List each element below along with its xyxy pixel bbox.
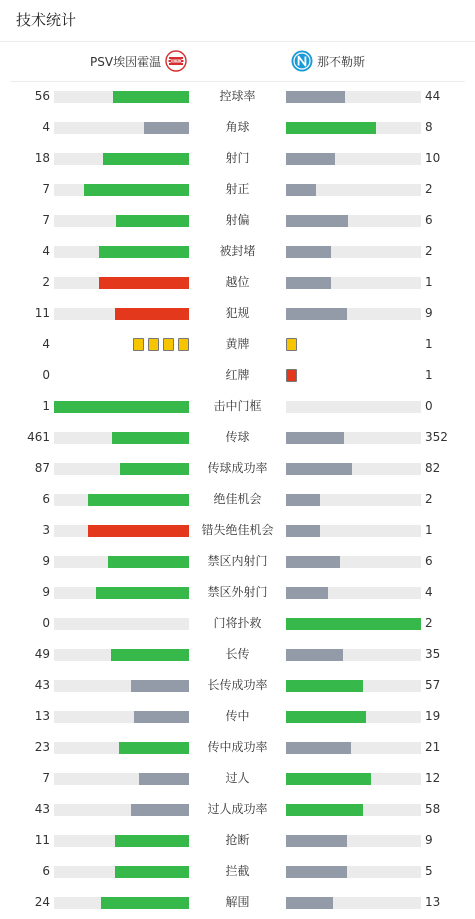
home-value: 13 <box>34 709 50 723</box>
away-bar-fill <box>286 897 333 909</box>
home-value: 7 <box>42 771 50 785</box>
home-bar-track <box>54 401 189 413</box>
home-value: 6 <box>42 864 50 878</box>
stat-label: 黄牌 <box>225 337 250 351</box>
away-bar-track <box>286 277 421 289</box>
stat-row <box>0 887 475 918</box>
stat-row <box>0 856 475 887</box>
yellow-card-icon <box>133 338 144 351</box>
yellow-card-icon <box>286 338 297 351</box>
home-bar-fill <box>101 897 189 909</box>
away-value: 10 <box>425 151 441 165</box>
stat-row <box>0 639 475 670</box>
away-cards <box>286 338 297 351</box>
home-value: 87 <box>34 461 50 475</box>
away-bar-track <box>286 122 421 134</box>
home-bar-fill <box>88 525 189 537</box>
home-bar-track <box>54 649 189 661</box>
away-bar-fill <box>286 153 335 165</box>
away-bar-track <box>286 463 421 475</box>
away-bar-track <box>286 246 421 258</box>
away-bar-fill <box>286 804 363 816</box>
away-value: 8 <box>425 120 433 134</box>
stat-row <box>0 112 475 143</box>
home-value: 4 <box>42 244 50 258</box>
away-bar-track <box>286 153 421 165</box>
home-value: 18 <box>34 151 50 165</box>
away-value: 5 <box>425 864 433 878</box>
away-cards <box>286 369 297 382</box>
away-bar-track <box>286 432 421 444</box>
away-bar-fill <box>286 432 344 444</box>
away-bar-track <box>286 649 421 661</box>
away-bar-fill <box>286 618 421 630</box>
stat-label: 拦截 <box>225 864 250 878</box>
home-value: 2 <box>42 275 50 289</box>
home-bar-fill <box>115 835 189 847</box>
away-bar-track <box>286 401 421 413</box>
stat-row <box>0 701 475 732</box>
stat-label: 击中门框 <box>213 399 262 413</box>
home-bar-fill <box>134 711 189 723</box>
home-value: 49 <box>34 647 50 661</box>
home-value: 43 <box>34 678 50 692</box>
home-bar-track <box>54 184 189 196</box>
stat-label: 控球率 <box>219 89 256 103</box>
away-bar-track <box>286 804 421 816</box>
home-bar-track <box>54 866 189 878</box>
home-value: 4 <box>42 120 50 134</box>
home-bar-fill <box>131 804 189 816</box>
home-bar-track <box>54 587 189 599</box>
stat-label: 射正 <box>225 182 250 196</box>
away-bar-track <box>286 587 421 599</box>
home-value: 1 <box>42 399 50 413</box>
home-value: 461 <box>27 430 50 444</box>
home-bar-track <box>54 215 189 227</box>
away-bar-track <box>286 835 421 847</box>
home-team[interactable] <box>90 41 187 81</box>
home-value: 56 <box>34 89 50 103</box>
stat-row <box>0 608 475 639</box>
away-value: 44 <box>425 89 441 103</box>
away-value: 9 <box>425 833 433 847</box>
away-bar-fill <box>286 866 347 878</box>
away-value: 82 <box>425 461 441 475</box>
home-bar-fill <box>115 308 189 320</box>
red-card-icon <box>286 369 297 382</box>
away-value: 58 <box>425 802 441 816</box>
away-bar-fill <box>286 587 328 599</box>
home-bar-fill <box>139 773 189 785</box>
away-bar-track <box>286 711 421 723</box>
home-value: 6 <box>42 492 50 506</box>
home-bar-track <box>54 153 189 165</box>
home-value: 0 <box>42 368 50 382</box>
away-bar-track <box>286 308 421 320</box>
away-value: 0 <box>425 399 433 413</box>
stat-row <box>0 577 475 608</box>
stat-label: 过人 <box>225 771 250 785</box>
stat-row <box>0 422 475 453</box>
home-bar-track <box>54 277 189 289</box>
away-value: 352 <box>425 430 448 444</box>
stat-label: 射门 <box>225 151 250 165</box>
away-value: 6 <box>425 213 433 227</box>
away-bar-track <box>286 91 421 103</box>
away-value: 6 <box>425 554 433 568</box>
stat-label: 禁区外射门 <box>207 585 268 599</box>
stat-row <box>0 484 475 515</box>
away-bar-track <box>286 215 421 227</box>
home-bar-fill <box>103 153 189 165</box>
stat-row <box>0 453 475 484</box>
away-bar-fill <box>286 525 320 537</box>
home-bar-fill <box>108 556 189 568</box>
stat-row <box>0 670 475 701</box>
stat-label: 传中 <box>225 709 250 723</box>
stat-label: 长传成功率 <box>207 678 268 692</box>
teams-header <box>10 41 465 82</box>
napoli-logo-icon <box>291 50 313 72</box>
home-bar-track <box>54 804 189 816</box>
away-bar-track <box>286 773 421 785</box>
stat-label: 解围 <box>225 895 250 909</box>
stat-label: 绝佳机会 <box>213 492 262 506</box>
stat-row <box>0 329 475 360</box>
home-value: 0 <box>42 616 50 630</box>
home-bar-fill <box>131 680 189 692</box>
away-bar-track <box>286 618 421 630</box>
away-bar-fill <box>286 711 366 723</box>
home-bar-track <box>54 556 189 568</box>
home-bar-fill <box>111 649 189 661</box>
home-bar-fill <box>96 587 189 599</box>
away-bar-track <box>286 556 421 568</box>
home-value: 23 <box>34 740 50 754</box>
stat-row <box>0 763 475 794</box>
home-bar-fill <box>144 122 189 134</box>
away-bar-fill <box>286 680 363 692</box>
away-value: 21 <box>425 740 441 754</box>
home-bar-fill <box>54 401 189 413</box>
stat-row <box>0 546 475 577</box>
away-value: 1 <box>425 275 433 289</box>
stat-label: 长传 <box>225 647 250 661</box>
home-bar-track <box>54 91 189 103</box>
away-value: 4 <box>425 585 433 599</box>
home-bar-track <box>54 897 189 909</box>
stat-row <box>0 236 475 267</box>
yellow-card-icon <box>148 338 159 351</box>
away-bar-fill <box>286 773 371 785</box>
home-value: 3 <box>42 523 50 537</box>
away-bar-fill <box>286 122 376 134</box>
home-bar-track <box>54 494 189 506</box>
stat-label: 犯规 <box>225 306 250 320</box>
home-value: 9 <box>42 585 50 599</box>
stat-label: 禁区内射门 <box>207 554 268 568</box>
away-bar-track <box>286 184 421 196</box>
stat-row <box>0 794 475 825</box>
stat-row <box>0 515 475 546</box>
away-bar-track <box>286 680 421 692</box>
away-bar-fill <box>286 308 347 320</box>
stat-label: 抢断 <box>225 833 250 847</box>
stat-row <box>0 81 475 112</box>
yellow-card-icon <box>178 338 189 351</box>
stat-row <box>0 732 475 763</box>
stat-label: 门将扑救 <box>213 616 262 630</box>
home-value: 43 <box>34 802 50 816</box>
stat-label: 错失绝佳机会 <box>201 523 274 537</box>
home-bar-fill <box>115 866 189 878</box>
home-bar-fill <box>113 91 189 103</box>
stat-row <box>0 205 475 236</box>
home-bar-fill <box>119 742 189 754</box>
away-value: 2 <box>425 616 433 630</box>
stat-label: 过人成功率 <box>207 802 268 816</box>
away-team[interactable] <box>291 41 365 81</box>
home-bar-fill <box>112 432 189 444</box>
home-value: 11 <box>34 833 50 847</box>
stat-row <box>0 143 475 174</box>
away-value: 1 <box>425 523 433 537</box>
home-bar-fill <box>116 215 189 227</box>
away-value: 57 <box>425 678 441 692</box>
away-bar-fill <box>286 494 320 506</box>
stat-label: 角球 <box>225 120 250 134</box>
home-cards <box>133 338 189 351</box>
home-bar-track <box>54 432 189 444</box>
away-bar-fill <box>286 649 343 661</box>
away-value: 12 <box>425 771 441 785</box>
stat-row <box>0 391 475 422</box>
away-bar-fill <box>286 246 331 258</box>
home-bar-track <box>54 122 189 134</box>
home-bar-track <box>54 680 189 692</box>
home-bar-fill <box>120 463 189 475</box>
home-value: 11 <box>34 306 50 320</box>
away-bar-fill <box>286 556 340 568</box>
home-value: 4 <box>42 337 50 351</box>
home-bar-fill <box>99 277 189 289</box>
away-bar-track <box>286 742 421 754</box>
away-bar-track <box>286 897 421 909</box>
away-bar-fill <box>286 215 348 227</box>
home-bar-track <box>54 525 189 537</box>
stat-label: 越位 <box>225 275 250 289</box>
home-value: 7 <box>42 213 50 227</box>
stat-label: 红牌 <box>225 368 250 382</box>
away-value: 1 <box>425 337 433 351</box>
away-value: 35 <box>425 647 441 661</box>
stat-label: 传球 <box>225 430 250 444</box>
home-bar-track <box>54 618 189 630</box>
stat-row <box>0 298 475 329</box>
stat-row <box>0 825 475 856</box>
stat-row <box>0 174 475 205</box>
home-team-name: PSV埃因霍温 <box>90 54 162 69</box>
stat-label: 被封堵 <box>219 244 256 258</box>
home-value: 7 <box>42 182 50 196</box>
away-bar-track <box>286 866 421 878</box>
away-value: 13 <box>425 895 441 909</box>
away-bar-fill <box>286 835 347 847</box>
away-team-name: 那不勒斯 <box>317 54 366 69</box>
away-bar-fill <box>286 463 352 475</box>
home-bar-track <box>54 742 189 754</box>
home-bar-fill <box>84 184 189 196</box>
home-bar-fill <box>99 246 189 258</box>
home-bar-track <box>54 308 189 320</box>
away-value: 9 <box>425 306 433 320</box>
stat-row <box>0 360 475 391</box>
stat-row <box>0 267 475 298</box>
home-bar-track <box>54 246 189 258</box>
away-value: 2 <box>425 182 433 196</box>
psv-logo-icon <box>165 50 187 72</box>
stat-label: 传中成功率 <box>207 740 268 754</box>
away-bar-fill <box>286 742 351 754</box>
yellow-card-icon <box>163 338 174 351</box>
header <box>0 0 475 42</box>
stat-label: 射偏 <box>225 213 250 227</box>
away-value: 2 <box>425 244 433 258</box>
away-bar-track <box>286 525 421 537</box>
away-bar-fill <box>286 184 316 196</box>
home-value: 9 <box>42 554 50 568</box>
away-value: 1 <box>425 368 433 382</box>
home-value: 24 <box>34 895 50 909</box>
away-value: 2 <box>425 492 433 506</box>
away-bar-fill <box>286 277 331 289</box>
away-bar-fill <box>286 91 345 103</box>
home-bar-track <box>54 773 189 785</box>
page-title: 技术统计 <box>16 11 77 29</box>
away-value: 19 <box>425 709 441 723</box>
stat-label: 传球成功率 <box>207 461 268 475</box>
away-bar-track <box>286 494 421 506</box>
home-bar-fill <box>88 494 189 506</box>
home-bar-track <box>54 711 189 723</box>
home-bar-track <box>54 835 189 847</box>
home-bar-track <box>54 463 189 475</box>
